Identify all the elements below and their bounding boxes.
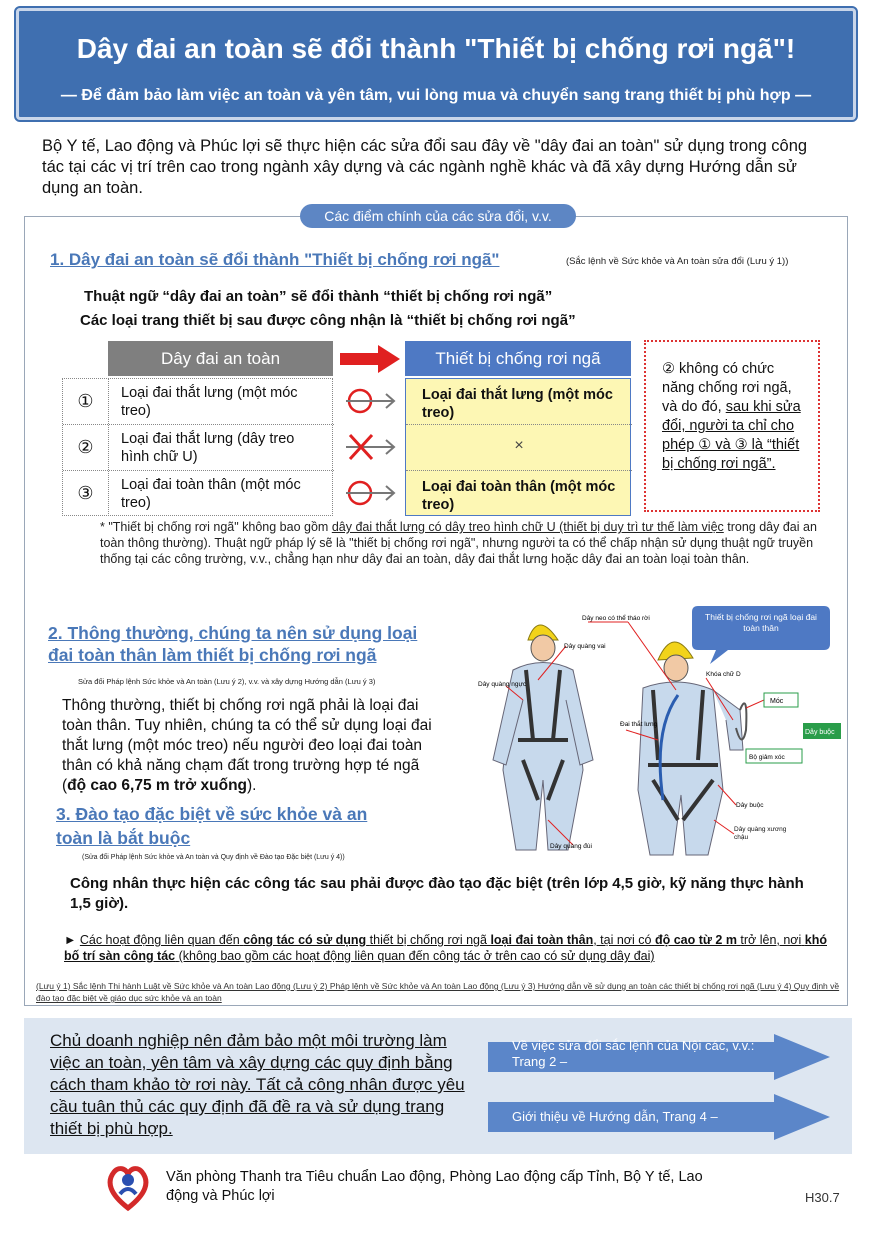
- bullet-part: Các hoạt động liên quan đến: [79, 933, 240, 947]
- section1-heading: 1. Dây đai an toàn sẽ đổi thành "Thiết bị chống rơi ngã": [50, 250, 500, 269]
- cross-ng-icon: [340, 432, 400, 462]
- link-arrow-page2[interactable]: [488, 1034, 830, 1080]
- version-code: H30.7: [805, 1190, 840, 1205]
- intro-paragraph: Bộ Y tế, Lao động và Phúc lợi sẽ thực hiện các sửa đổi sau đây về "dây đai an toàn" sử dụng trong công tác tại các vị trí trên cao trong ngành xây dựng và các ngành nghề khác và đã xây dựng Hướng dẫn sử dụng an toàn.: [42, 137, 808, 197]
- row-left-label: Loại đai toàn thân (một móc treo): [121, 477, 301, 511]
- table-cell: [406, 425, 632, 471]
- bullet-part: trở lên, nơi: [740, 933, 802, 947]
- bullet-part: (không bao gồm các hoạt động liên quan đến công tác ở trên cao có sử dụng dây đai): [178, 949, 655, 963]
- legal-notes: (Lưu ý 1) Sắc lệnh Thi hành Luật về Sức khỏe và An toàn Lao động (Lưu ý 2) Pháp lệnh về Sức khỏe và An toàn Lao động (Lưu ý 3) Hướng dẫn về sử dụng an toàn các thiết bị chống rơi ngã (Lưu ý 4) Quy định về đào tạo đặc biệt về giáo dục sức khỏe và an toàn: [36, 981, 840, 1003]
- link-arrow-page4[interactable]: [488, 1094, 830, 1140]
- worker-front-figure: [493, 625, 593, 850]
- bullet-bold: công tác có sử dụng: [243, 933, 367, 947]
- table-header-safety-belt: Dây đai an toàn: [108, 341, 333, 376]
- harness-illustration: [478, 600, 850, 860]
- section3-heading: [56, 802, 367, 850]
- lanyard-label: Dây buộc: [805, 729, 835, 736]
- footnote-prefix: * "Thiết bị chống rơi ngã" không bao gồm: [100, 520, 329, 534]
- bullet-part: thiết bị chống rơi ngã: [369, 933, 487, 947]
- absorber-label: Bộ giảm xóc: [749, 754, 785, 761]
- section1-ref: (Sắc lệnh về Sức khỏe và An toàn sửa đổi (Lưu ý 1)): [566, 256, 789, 267]
- page-title: Dây đai an toàn sẽ đổi thành "Thiết bị chống rơi ngã"!: [76, 33, 796, 64]
- section1-line2: Các loại trang thiết bị sau được công nhận là “thiết bị chống rơi ngã”: [80, 312, 576, 329]
- bullet-part: , tại nơi có: [593, 933, 652, 947]
- section2-heading-line2: đai toàn thân làm thiết bị chống rơi ngã: [48, 645, 377, 665]
- row-number: ③: [63, 471, 109, 516]
- bullet-bold: loại đai toàn thân: [490, 933, 594, 947]
- page-subtitle: — Để đảm bảo làm việc an toàn và yên tâm, vui lòng mua và chuyển sang trang thiết bị phù hợp —: [60, 87, 812, 104]
- bubble-text: Thiết bị chống rơi ngã loại đai toàn thân: [705, 612, 817, 633]
- section2-body-bold: độ cao 6,75 m trở xuống: [67, 777, 248, 794]
- shoulder-label: Dây quàng vai: [564, 643, 606, 650]
- footer-organization: Văn phòng Thanh tra Tiêu chuẩn Lao động, Phòng Lao động cấp Tỉnh, Bộ Y tế, Lao động và Phúc lợi: [166, 1169, 703, 1204]
- chest-label: Dây quàng ngực: [478, 681, 527, 688]
- callout-box: [644, 340, 820, 512]
- lanyard-hook-label: Dây neo có thể tháo rời: [582, 615, 650, 622]
- bullet-mark: ►: [64, 933, 77, 947]
- footnote-rest: trong dây đai an toàn thông thường). Thuật ngữ pháp lý sẽ là "thiết bị chống rơi ngã", nhưng người ta có thể chấp nhận sử dụng thuật ngữ truyền thống tại các công trường, v.v., chẳng hạn như dây đai an toàn, dây đai thắt lưng hoặc dây đai an toàn loại toàn thân.: [100, 520, 817, 566]
- section2-ref: Sửa đổi Pháp lệnh Sức khỏe và An toàn (Lưu ý 2), v.v. và xây dựng Hướng dẫn (Lưu ý 3): [78, 677, 376, 686]
- table-row: [63, 379, 334, 425]
- waist-label: Đai thắt lưng: [620, 721, 658, 728]
- red-arrow-icon: [340, 345, 400, 373]
- section2-heading-line1: 2. Thông thường, chúng ta nên sử dụng loại: [48, 623, 418, 643]
- table-left-column: [62, 378, 333, 516]
- bullet-bold: độ cao từ 2 m: [654, 933, 737, 947]
- row-right-label: ×: [514, 437, 524, 454]
- title-banner: [16, 8, 856, 120]
- row-left-label: Loại đai thắt lưng (một móc treo): [121, 385, 298, 419]
- section2-body-end: ).: [247, 777, 257, 794]
- bullet-bold: khó bố trí sàn công tác: [64, 933, 827, 963]
- section3-bullet: [64, 932, 838, 964]
- callout-text: ② không có chức năng chống rơi ngã, và do đó,: [662, 361, 792, 415]
- circle-ok-icon: [340, 386, 400, 416]
- row-right-label: Loại đai thắt lưng (một móc treo): [422, 387, 613, 421]
- section3-heading-line1: 3. Đào tạo đặc biệt về sức khỏe và an: [56, 804, 368, 824]
- d-ring-label: Khóa chữ D: [706, 671, 741, 678]
- section3-ref: (Sửa đổi Pháp lệnh Sức khỏe và An toàn và Quy định về Đào tạo Đặc biệt (Lưu ý 4)): [82, 854, 345, 861]
- row-number: ②: [63, 425, 109, 470]
- strap-label: Dây buộc: [736, 802, 764, 809]
- callout-underlined: sau khi sửa đổi, người ta chỉ cho phép ① và ③ là “thiết bị chống rơi ngã”.: [662, 399, 801, 472]
- row-number: ①: [63, 379, 109, 424]
- pelvis-label: Dây quàng xương chậu: [734, 826, 787, 841]
- section1-line1: Thuật ngữ “dây đai an toàn” sẽ đổi thành “thiết bị chống rơi ngã”: [84, 288, 553, 305]
- table-right-column: [405, 378, 631, 516]
- table-header-fall-arrest: Thiết bị chống rơi ngã: [405, 341, 631, 376]
- bubble-callout: [692, 606, 830, 664]
- thigh-label: Dây quàng đùi: [550, 843, 592, 850]
- arrow-page4-text: Giới thiệu về Hướng dẫn, Trang 4 –: [512, 1109, 718, 1124]
- section3-statement: Công nhân thực hiện các công tác sau phải được đào tạo đặc biệt (trên lớp 4,5 giờ, kỹ năng thực hành 1,5 giờ).: [70, 875, 804, 912]
- hook-label: Móc: [770, 698, 784, 705]
- table-cell: [406, 471, 632, 517]
- section3-heading-line2: toàn là bắt buộc: [56, 828, 191, 848]
- section2-heading: [48, 622, 417, 666]
- section2-body: [62, 696, 440, 796]
- row-left-label: Loại đai thắt lưng (dây treo hình chữ U): [121, 431, 295, 465]
- employer-message: Chủ doanh nghiệp nên đảm bảo một môi trường làm việc an toàn, yên tâm và xây dựng các quy định bằng cách tham khảo tờ rơi này. Tất cả công nhân được yêu cầu tuân thủ các quy định đã đề ra và sử dụng trang thiết bị phù hợp.: [50, 1031, 465, 1138]
- circle-ok-icon: [340, 478, 400, 508]
- table-cell: [406, 379, 632, 425]
- mhlw-logo-icon: [102, 1160, 154, 1212]
- section2-body-plain: Thông thường, thiết bị chống rơi ngã phải là loại đai toàn thân. Tuy nhiên, chúng ta có thể sử dụng loại đai thắt lưng (một móc treo) nếu người đeo loại đai toàn thân có khả năng chạm đất trong trường hợp té ngã (: [62, 697, 432, 794]
- table-row: [63, 471, 334, 517]
- footnote-underlined: dây đai thắt lưng có dây treo hình chữ U (thiết bị duy trì tư thế làm việc: [331, 520, 724, 534]
- row-right-label: Loại đai toàn thân (một móc treo): [422, 479, 616, 513]
- key-points-title: Các điểm chính của các sửa đổi, v.v.: [300, 204, 576, 228]
- section1-footnote: [100, 519, 836, 567]
- arrow-page2-text: Về việc sửa đổi sắc lệnh của Nội các, v.v.: Trang 2 –: [512, 1038, 755, 1069]
- table-row: [63, 425, 334, 471]
